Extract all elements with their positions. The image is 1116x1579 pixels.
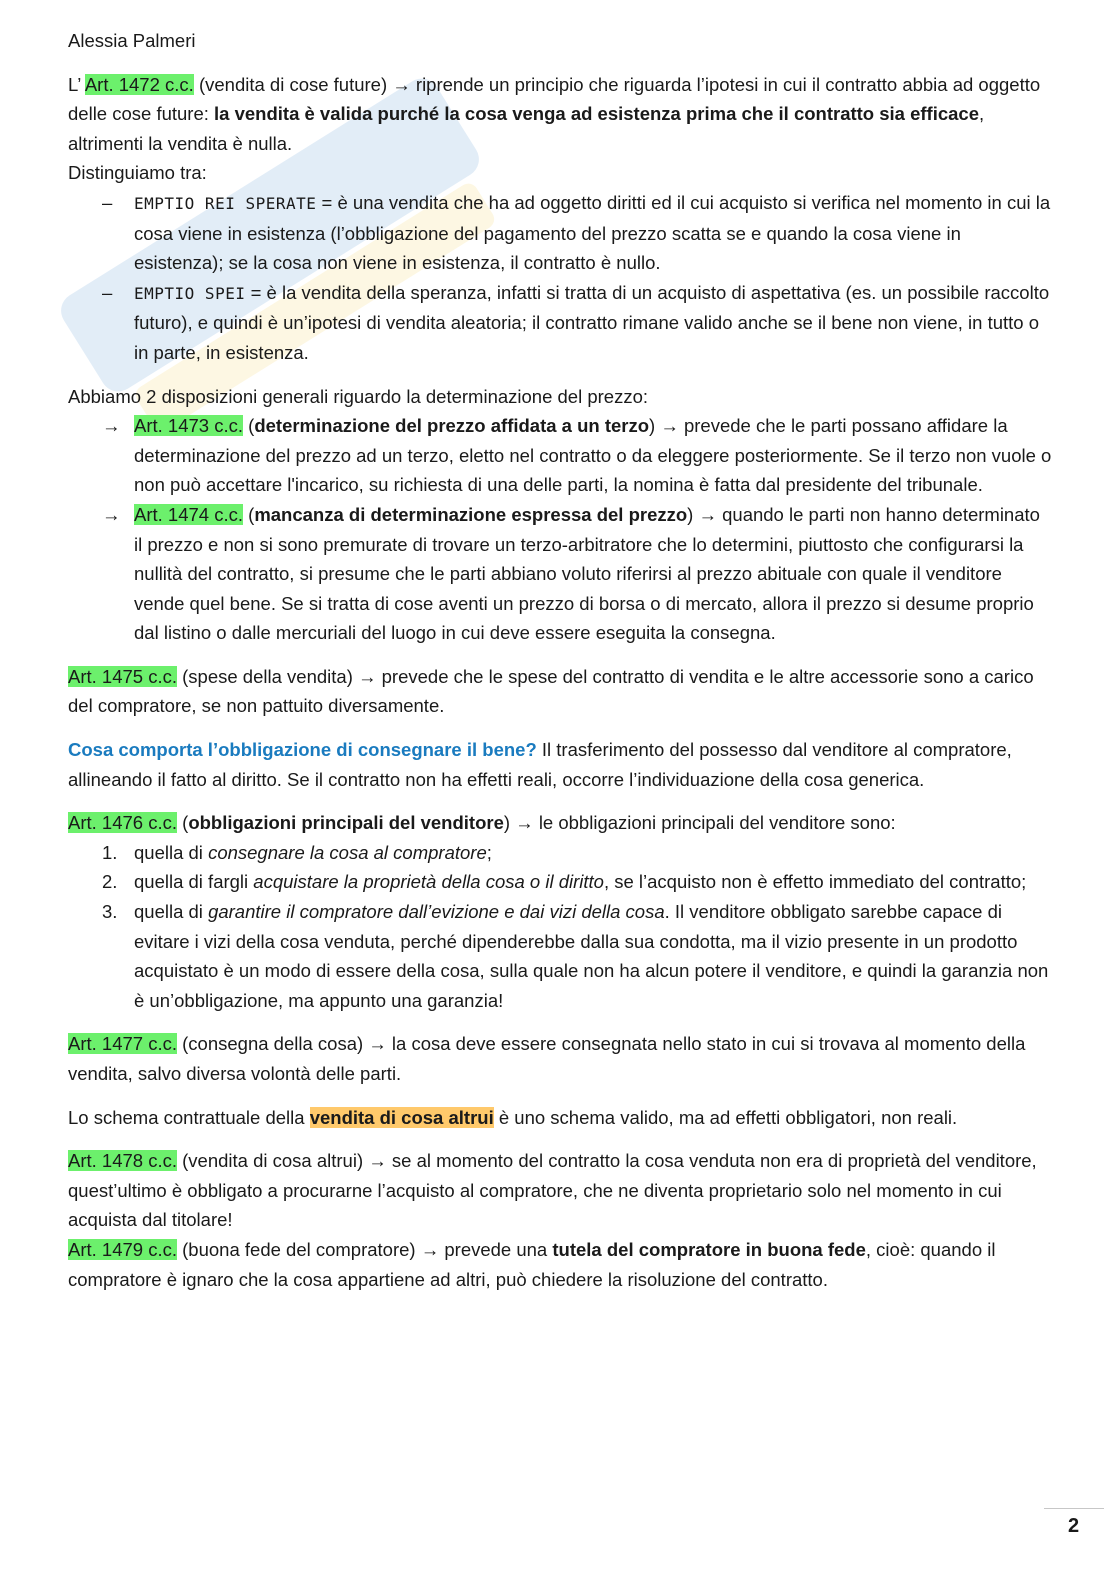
arrow-bullet-icon: → [102,503,121,525]
list-item: 2. quella di fargli acquistare la proprietà della cosa o il diritto, se l’acquisto non è effetto immediato del contratto; [68,867,1053,897]
obbligazioni-list [68,838,1053,1016]
term: EMPTIO SPEI [134,283,246,303]
article-ref: Art. 1478 c.c. [68,1150,177,1172]
document-page [68,26,1053,1294]
footer-divider [1044,1508,1104,1509]
paragraph-art-1477: Art. 1477 c.c. (consegna della cosa) → la cosa deve essere consegnata nello stato in cui si trovava al momento della vendita, salvo diversa volontà delle parti. [68,1033,1026,1084]
distinguiamo-label: Distinguiamo tra: [68,162,207,184]
list-item: → Art. 1474 c.c. (mancanza di determinazione espressa del prezzo) → quando le parti non hanno determinato il prezzo e non si sono premurate di trovare un terzo-arbitratore che lo determini, piuttosto che configurarsi la nullità del contratto, si presume che le parti abbiano voluto riferirsi al prezzo abituale con quale il venditore vende quel bene. Se si tratta di cose aventi un prezzo di borsa o di mercato, allora il prezzo si desume proprio dal listino o dalle mercuriali del luogo in cui deve essere eseguita la consegna. [68,500,1053,648]
highlight-orange: vendita di cosa altrui [309,1106,494,1128]
question-paragraph: Cosa comporta l’obbligazione di consegnare il bene? Il trasferimento del possesso dal venditore al compratore, allineando il fatto al diritto. Se il contratto non ha effetti reali, occorre l’individuazione della cosa generica. [68,739,1012,790]
article-ref: Art. 1476 c.c. [68,812,177,834]
paragraph-art-1475: Art. 1475 c.c. (spese della vendita) → prevede che le spese del contratto di vendita e le altre accessorie sono a carico del compratore, se non pattuito diversamente. [68,665,1034,717]
list-item: – EMPTIO SPEI = è la vendita della speranza, infatti si tratta di un acquisto di aspettativa (es. un possibile raccolto futuro), e quindi è un’ipotesi di vendita aleatoria; il contratto rimane valido anche se il bene non viene, in tutto o in parte, in esistenza. [68,278,1053,368]
schema-paragraph: Lo schema contrattuale della vendita di cosa altrui è uno schema valido, ma ad effetti obbligatori, non reali. [68,1106,958,1128]
dash-bullet: – [102,191,113,213]
article-ref: Art. 1473 c.c. [134,415,243,437]
arrow-bullet-icon: → [102,415,121,437]
paragraph-art-1479: Art. 1479 c.c. (buona fede del compratore) → prevede una tutela del compratore in buona fede, cioè: quando il compratore è ignaro che la cosa appartiene ad altri, può chiedere la risoluzione del contratto. [68,1238,996,1290]
article-ref: Art. 1477 c.c. [68,1033,177,1055]
question-heading: Cosa comporta l’obbligazione di consegnare il bene? [68,739,537,761]
dash-bullet: – [102,281,113,303]
article-ref: Art. 1475 c.c. [68,665,177,687]
term: EMPTIO REI SPERATE [134,193,317,213]
article-ref: Art. 1479 c.c. [68,1238,177,1260]
disposizioni-intro: Abbiamo 2 disposizioni generali riguardo la determinazione del prezzo: [68,385,649,407]
list-number: 3. [102,901,118,923]
paragraph-art-1472: L’ Art. 1472 c.c. (vendita di cose future) → riprende un principio che riguarda l’ipotesi in cui il contratto abbia ad oggetto delle cose future: la vendita è valida purché la cosa venga ad esistenza prima che il contratto sia efficace, altrimenti la vendita è nulla. [68,73,1041,154]
paragraph-art-1478: Art. 1478 c.c. (vendita di cosa altrui) → se al momento del contratto la cosa venduta non era di proprietà del venditore, quest’ultimo è obbligato a procurarne l’acquisto al compratore, che ne diventa proprietario solo nel momento in cui acquista dal titolare! [68,1150,1037,1231]
article-ref: Art. 1472 c.c. [84,73,194,95]
list-item: 1. quella di consegnare la cosa al compratore; [68,838,1053,868]
paragraph-art-1476: Art. 1476 c.c. (obbligazioni principali del venditore) → le obbligazioni principali del venditore sono: [68,812,896,834]
page-number: 2 [1068,1515,1080,1537]
author-header: Alessia Palmeri [68,30,196,51]
list-item: 3. quella di garantire il compratore dall’evizione e dai vizi della cosa. Il venditore obbligato sarebbe capace di evitare i vizi della cosa venduta, perché dipenderebbe dalla sua condotta, ma il vizio presente in un prodotto acquistato è un modo di essere della cosa, sulla quale non ha alcun potere il venditore, e quindi la garanzia non è un’obbligazione, ma appunto una garanzia! [68,897,1053,1015]
list-number: 1. [102,841,118,863]
list-item: – EMPTIO REI SPERATE = è una vendita che ha ad oggetto diritti ed il cui acquisto si verifica nel momento in cui la cosa viene in esistenza (l’obbligazione del pagamento del prezzo scatta se e quando la cosa viene in esistenza); se la cosa non viene in esistenza, il contratto è nullo. [68,188,1053,278]
list-item: → Art. 1473 c.c. (determinazione del prezzo affidata a un terzo) → prevede che le parti possano affidare la determinazione del prezzo ad un terzo, eletto nel contratto o da eleggere posteriormente. Se il terzo non vuole o non può accettare l'incarico, su richiesta di una delle parti, la nomina è fatta dal presidente del tribunale. [68,411,1053,500]
disposizioni-list [68,411,1053,648]
article-ref: Art. 1474 c.c. [134,503,243,525]
emptio-list [68,188,1053,368]
list-number: 2. [102,871,118,893]
